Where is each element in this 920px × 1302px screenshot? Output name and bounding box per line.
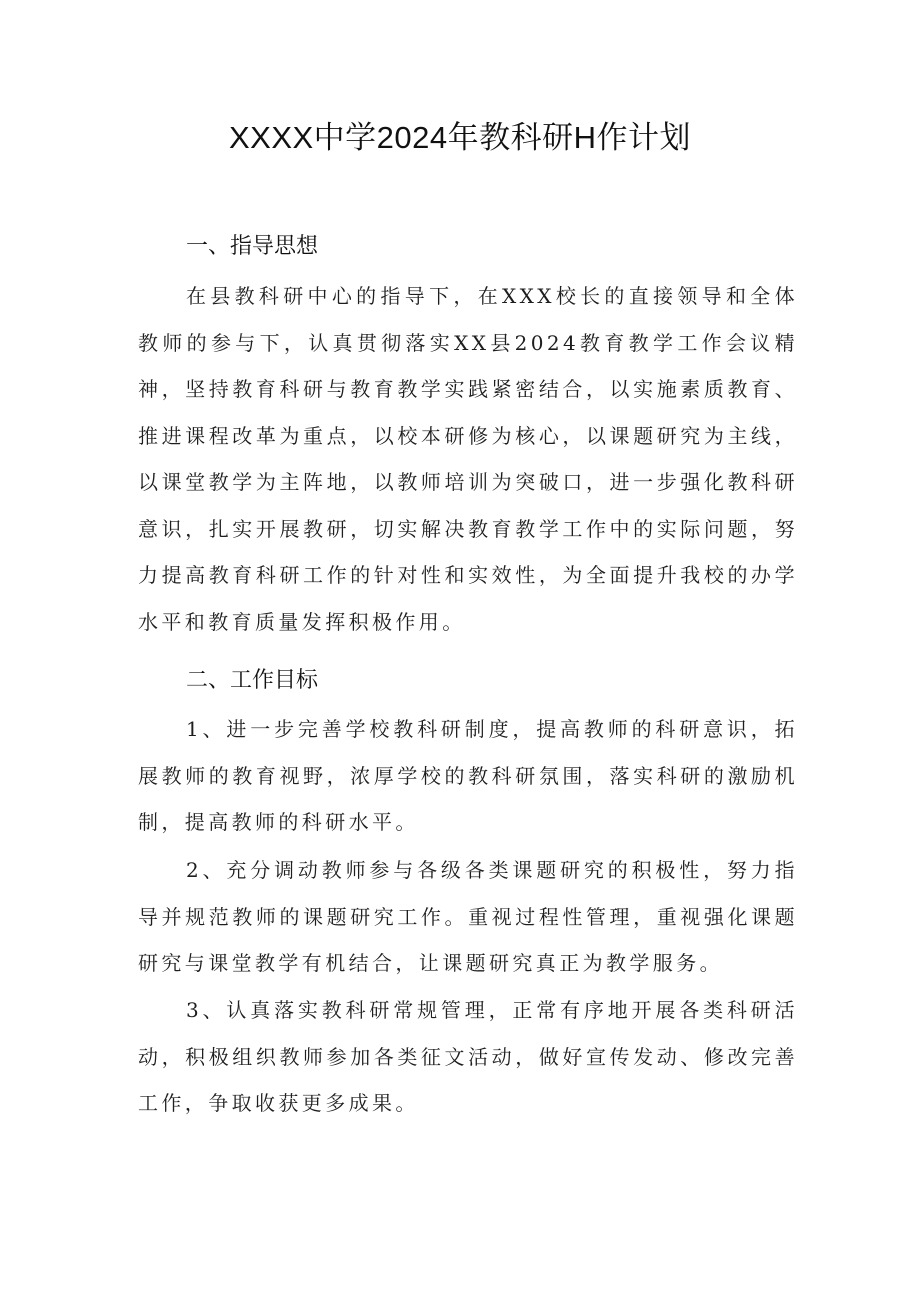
paragraph-goal-3: 3、认真落实教科研常规管理，正常有序地开展各类科研活动，积极组织教师参加各类征文活动，做好宣传发动、修改完善工作，争取收获更多成果。 (138, 998, 798, 1115)
paragraph-guiding-ideology: 在县教科研中心的指导下，在XXX校长的直接领导和全体教师的参与下，认真贯彻落实XX县2024教育教学工作会议精神，坚持教育科研与教育教学实践紧密结合，以实施素质教育、推进课程改革为重点，以校本研修为核心，以课题研究为主线，以课堂教学为主阵地，以教师培训为突破口，进一步强化教科研意识，扎实开展教研，切实解决教育教学工作中的实际问题，努力提高教育科研工作的针对性和实效性，为全面提升我校的办学水平和教育质量发挥积极作用。 (138, 284, 798, 634)
paragraph-goal-1: 1、进一步完善学校教科研制度，提高教师的科研意识，拓展教师的教育视野，浓厚学校的教科研氛围，落实科研的激励机制，提高教师的科研水平。 (138, 717, 798, 834)
section-heading-work-goals: 二、工作目标 (186, 667, 319, 692)
document-title: XXXX中学2024年教科研H作计划 (228, 120, 692, 155)
section-heading-guiding-ideology: 一、指导思想 (186, 233, 319, 258)
paragraph-goal-2: 2、充分调动教师参与各级各类课题研究的积极性，努力指导并规范教师的课题研究工作。重视过程性管理，重视强化课题研究与课堂教学有机结合，让课题研究真正为教学服务。 (138, 858, 798, 975)
